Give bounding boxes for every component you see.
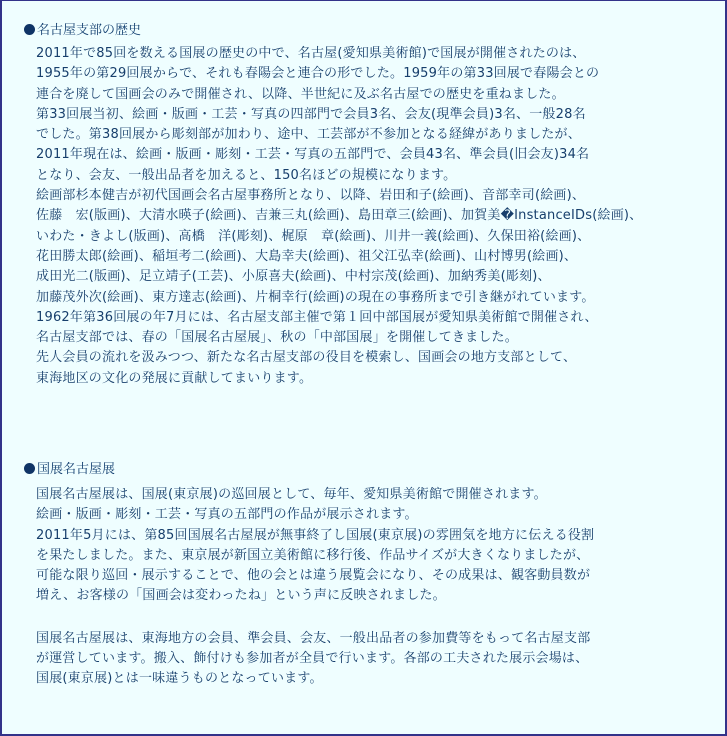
text-line: 加藤茂外次(絵画)、東方達志(絵画)、片桐幸行(絵画)の現在の事務所まで引き継がれています。: [36, 289, 595, 305]
text-line: 2011年現在は、絵画・版画・彫刻・工芸・写真の五部門で、会員43名、準会員(旧会友)34名: [36, 147, 590, 163]
text-line: 東海地区の文化の発展に貢献してまいります。: [36, 370, 313, 386]
text-line: でした。第38回展から彫刻部が加わり、途中、工芸部が不参加となる経緯がありましたが、: [36, 127, 581, 143]
text-line: 国展名古屋展は、国展(東京展)の巡回展として、毎年、愛知県美術館で開催されます。: [36, 487, 547, 502]
text-line: を果たしました。また、東京展が新国立美術館に移行後、作品サイズが大きくなりましたが、: [36, 547, 590, 563]
text-line: 絵画・版画・彫刻・工芸・写真の五部門の作品が展示されます。: [36, 507, 418, 523]
text-line: 1955年の第29回展からで、それも春陽会と連合の形でした。1959年の第33回展で春陽会との: [36, 66, 600, 82]
section-title-text: 名古屋支部の歴史: [37, 23, 142, 38]
text-line: いわた・きよし(版画)、高橋 洋(彫刻)、梶原 章(絵画)、川井一義(絵画)、久保田裕(絵画)、: [36, 228, 591, 244]
operation-paragraph: [36, 629, 715, 690]
text-line: 2011年5月には、第85回国展名古屋展が無事終了し国展(東京展)の雰囲気を地方に伝える役割: [36, 527, 595, 543]
text-line: 成田光二(版画)、足立靖子(工芸)、小原喜夫(絵画)、中村宗茂(絵画)、加納秀美(彫刻)、: [36, 269, 551, 285]
history-paragraph: [36, 44, 715, 389]
text-line: 連合を廃して国画会のみで開催され、以降、半世紀に及ぶ名古屋での歴史を重ねました。: [36, 86, 565, 102]
text-line: 国展名古屋展は、東海地方の会員、準会員、会友、一般出品者の参加費等をもって名古屋支部: [36, 630, 591, 646]
text-line: 名古屋支部では、春の「国展名古屋展」、秋の「中部国展」を開催してきました。: [36, 330, 518, 346]
text-line: 絵画部杉本健吉が初代国画会名古屋事務所となり、以降、岩田和子(絵画)、音部幸司(絵画)、: [36, 188, 586, 204]
text-line: 2011年で85回を数える国展の歴史の中で、名古屋(愛知県美術館)で国展が開催されたのは、: [36, 46, 586, 61]
bullet-icon: [24, 24, 35, 35]
bullet-icon: [24, 463, 35, 474]
section-title-text: 国展名古屋展: [37, 462, 116, 477]
text-line: 先人会員の流れを汲みつつ、新たな名古屋支部の役目を模索し、国画会の地方支部として、: [36, 350, 577, 366]
text-line: 国展(東京展)とは一味違うものとなっています。: [36, 671, 323, 687]
section-kokuten-nagoya-exhibition: [24, 461, 715, 690]
text-line: 第33回展当初、絵画・版画・工芸・写真の四部門で会員3名、会友(現準会員)3名、一般28名: [36, 106, 586, 122]
text-line: 増え、お客様の「国画会は変わったね」という声に反映されました。: [36, 588, 446, 604]
section-title: [24, 461, 715, 479]
text-line: 可能な限り巡回・展示することで、他の会とは違う展覧会になり、その成果は、観客動員数が: [36, 568, 591, 584]
text-line: 1962年第36回展の年7月には、名古屋支部主催で第１回中部国展が愛知県美術館で開催され、: [36, 309, 598, 325]
section-nagoya-branch-history: [24, 22, 715, 389]
text-line: となり、会友、一般出品者を加えると、150名ほどの規模になります。: [36, 167, 457, 183]
exhibition-paragraph: [36, 485, 715, 607]
text-line: 花田勝太郎(絵画)、稲垣考二(絵画)、大島幸夫(絵画)、祖父江弘幸(絵画)、山村博男(絵画)、: [36, 248, 578, 264]
section-title: [24, 22, 715, 40]
text-line: 佐藤 宏(版画)、大清水暎子(絵画)、吉兼三丸(絵画)、島田章三(絵画)、加賀美�InstanceIDs(絵画)、: [36, 208, 643, 224]
paragraph-spacer: [24, 607, 715, 629]
text-line: が運営しています。搬入、飾付けも参加者が全員で行います。各部の工夫された展示会場は、: [36, 651, 589, 667]
